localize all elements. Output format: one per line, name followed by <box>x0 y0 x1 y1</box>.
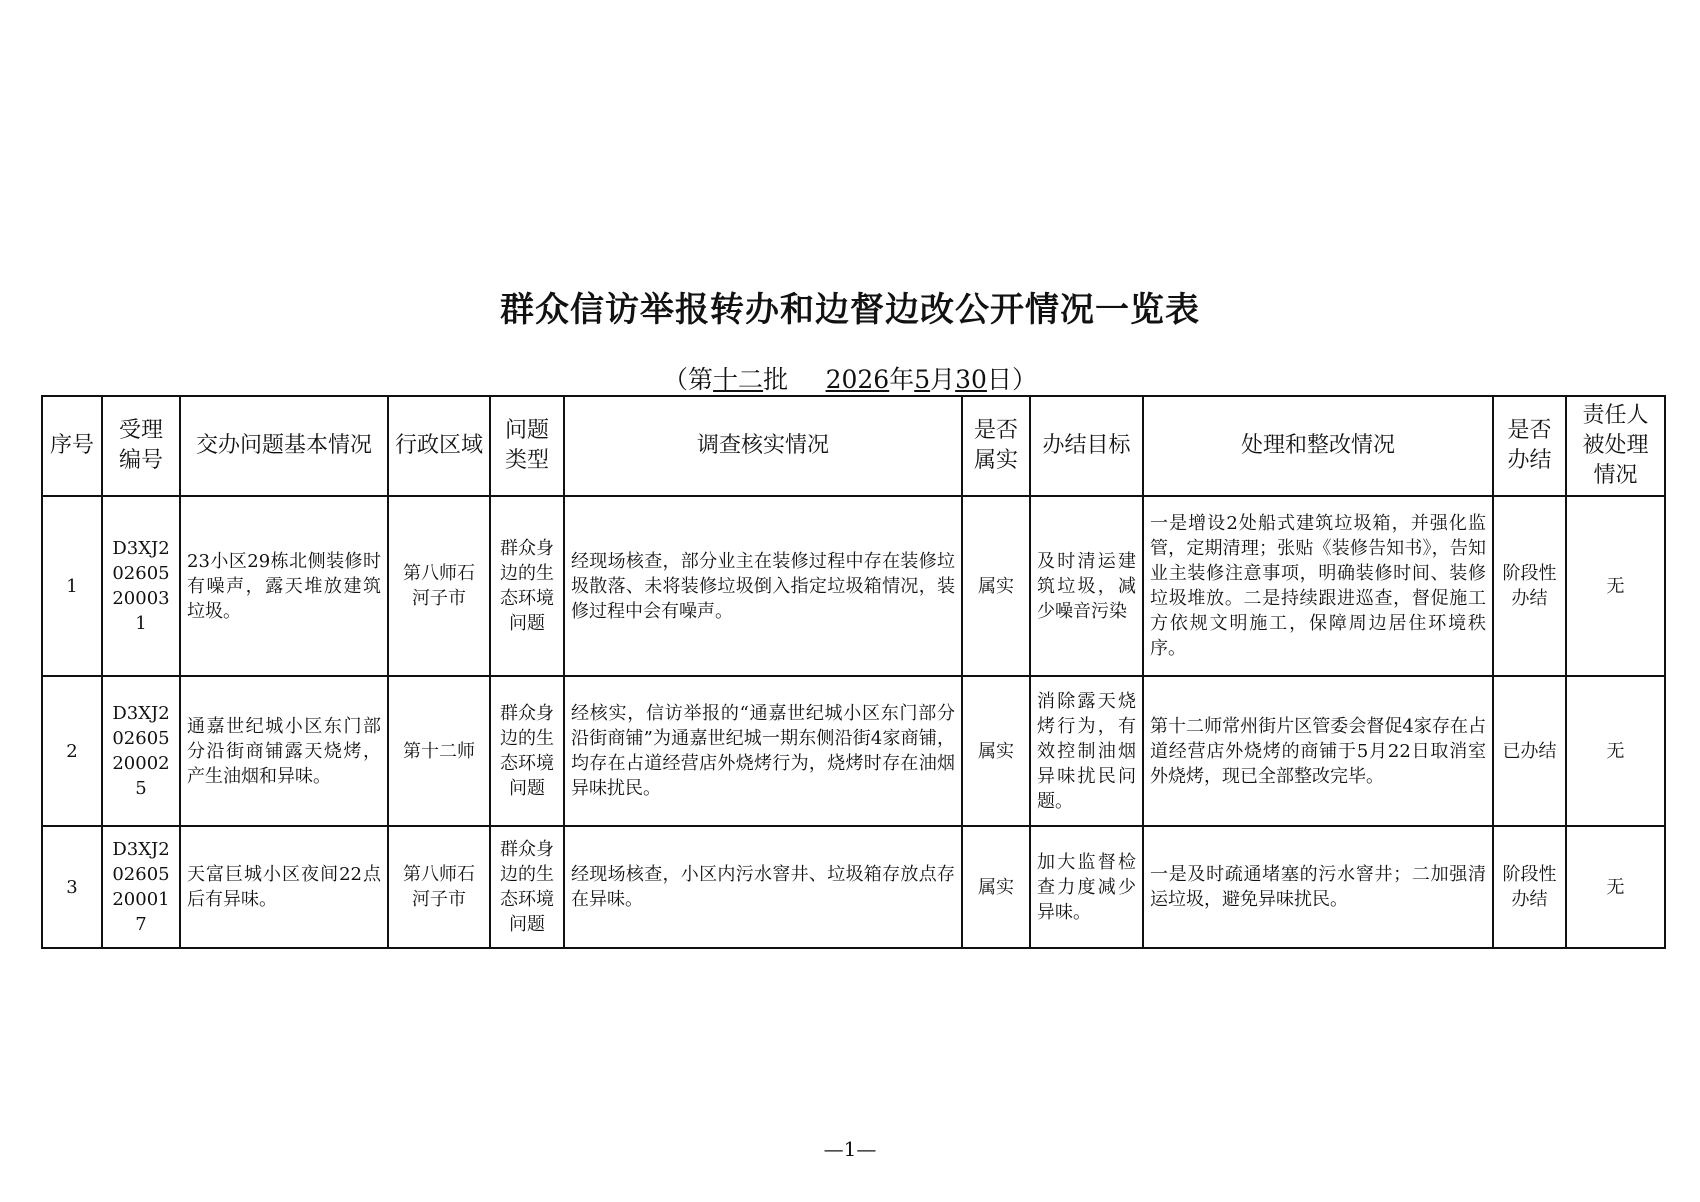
cell-goal: 及时清运建筑垃圾，减少噪音污染 <box>1030 496 1143 676</box>
header-handling: 处理和整改情况 <box>1143 396 1493 496</box>
cell-responsible: 无 <box>1566 496 1665 676</box>
cell-investigation: 经现场核查，小区内污水窨井、垃圾箱存放点存在异味。 <box>564 826 962 948</box>
cell-closed: 阶段性办结 <box>1493 826 1566 948</box>
batch-subtitle <box>0 360 1700 396</box>
cell-code: D3XJ202605200025 <box>102 676 180 826</box>
cell-handling: 第十二师常州街片区管委会督促4家存在占道经营店外烧烤的商铺于5月22日取消室外烧烤，现已全部整改完毕。 <box>1143 676 1493 826</box>
page-number: —1— <box>823 1137 877 1161</box>
cell-verified: 属实 <box>962 826 1030 948</box>
cell-region: 第八师石河子市 <box>388 496 490 676</box>
header-region: 行政区域 <box>388 396 490 496</box>
cell-verified: 属实 <box>962 676 1030 826</box>
cell-basic: 天富巨城小区夜间22点后有异味。 <box>180 826 388 948</box>
cell-region: 第八师石河子市 <box>388 826 490 948</box>
table-row <box>42 676 1665 826</box>
header-seq: 序号 <box>42 396 102 496</box>
cell-type: 群众身边的生态环境问题 <box>490 496 564 676</box>
table-row <box>42 496 1665 676</box>
cell-seq: 3 <box>42 826 102 948</box>
cell-basic: 23小区29栋北侧装修时有噪声，露天堆放建筑垃圾。 <box>180 496 388 676</box>
header-responsible: 责任人被处理情况 <box>1566 396 1665 496</box>
subtitle-batch-suffix: 批 <box>763 365 789 394</box>
cell-code: D3XJ202605200017 <box>102 826 180 948</box>
header-investigation: 调查核实情况 <box>564 396 962 496</box>
cell-goal: 加大监督检查力度减少异味。 <box>1030 826 1143 948</box>
header-type: 问题类型 <box>490 396 564 496</box>
date-day: 30 <box>955 365 987 394</box>
cell-region: 第十二师 <box>388 676 490 826</box>
cell-seq: 1 <box>42 496 102 676</box>
petition-table <box>41 395 1666 949</box>
header-closed: 是否办结 <box>1493 396 1566 496</box>
header-basic: 交办问题基本情况 <box>180 396 388 496</box>
header-goal: 办结目标 <box>1030 396 1143 496</box>
cell-code: D3XJ202605200031 <box>102 496 180 676</box>
cell-type: 群众身边的生态环境问题 <box>490 676 564 826</box>
cell-handling: 一是增设2处船式建筑垃圾箱，并强化监管，定期清理；张贴《装修告知书》，告知业主装修注意事项，明确装修时间、装修垃圾堆放。二是持续跟进巡查，督促施工方依规文明施工，保障周边居住环境秩序。 <box>1143 496 1493 676</box>
header-code: 受理编号 <box>102 396 180 496</box>
page-title: 群众信访举报转办和边督边改公开情况一览表 <box>500 290 1200 330</box>
table-header-row <box>42 396 1665 496</box>
cell-verified: 属实 <box>962 496 1030 676</box>
cell-responsible: 无 <box>1566 676 1665 826</box>
date-year-suffix: 年 <box>889 365 915 394</box>
cell-goal: 消除露天烧烤行为，有效控制油烟异味扰民问题。 <box>1030 676 1143 826</box>
cell-closed: 阶段性办结 <box>1493 496 1566 676</box>
cell-handling: 一是及时疏通堵塞的污水窨井；二加强清运垃圾，避免异味扰民。 <box>1143 826 1493 948</box>
table-row <box>42 826 1665 948</box>
cell-type: 群众身边的生态环境问题 <box>490 826 564 948</box>
date-month: 5 <box>914 365 931 394</box>
date-day-suffix: 日） <box>986 365 1037 394</box>
subtitle-open: （第 <box>663 365 714 394</box>
date-month-suffix: 月 <box>930 365 956 394</box>
date-year: 2026 <box>825 365 890 394</box>
cell-responsible: 无 <box>1566 826 1665 948</box>
cell-seq: 2 <box>42 676 102 826</box>
batch-number: 十二 <box>713 365 764 394</box>
cell-investigation: 经核实，信访举报的“通嘉世纪城小区东门部分沿街商铺”为通嘉世纪城一期东侧沿街4家商铺，均存在占道经营店外烧烤行为，烧烤时存在油烟异味扰民。 <box>564 676 962 826</box>
cell-basic: 通嘉世纪城小区东门部分沿街商铺露天烧烤，产生油烟和异味。 <box>180 676 388 826</box>
cell-closed: 已办结 <box>1493 676 1566 826</box>
cell-investigation: 经现场核查，部分业主在装修过程中存在装修垃圾散落、未将装修垃圾倒入指定垃圾箱情况，装修过程中会有噪声。 <box>564 496 962 676</box>
header-verified: 是否属实 <box>962 396 1030 496</box>
